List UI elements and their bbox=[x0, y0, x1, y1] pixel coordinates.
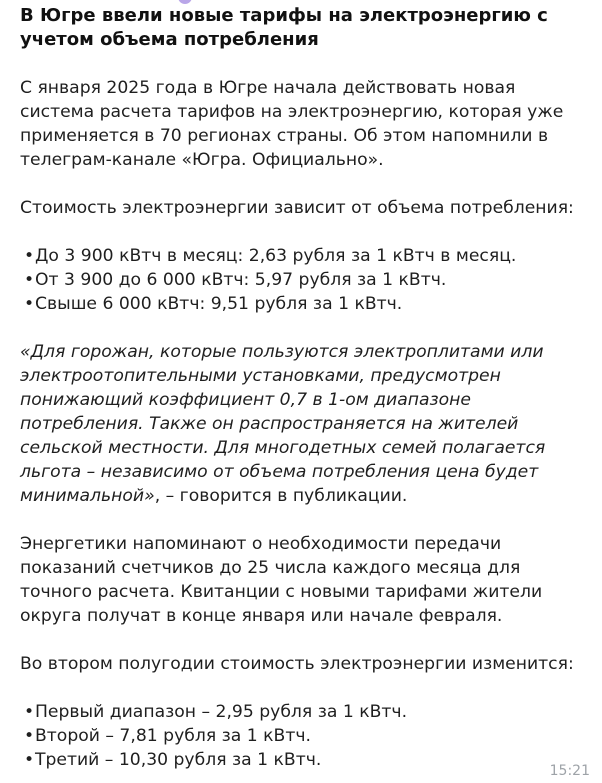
spacer bbox=[20, 172, 584, 196]
quote-paragraph bbox=[20, 340, 584, 508]
spacer bbox=[20, 316, 584, 340]
spacer bbox=[20, 508, 584, 532]
spacer bbox=[20, 220, 584, 244]
list-item: •Первый диапазон – 2,95 рубля за 1 кВтч. bbox=[24, 702, 408, 722]
intro-paragraph: С января 2025 года в Югре начала действовать новая система расчета тарифов на электроэнергию, которая уже применяется в 70 регионах страны. Об этом напомнили в телеграм-канале «Югра. Официально». bbox=[20, 78, 569, 170]
list-item: •Второй – 7,81 рубля за 1 кВтч. bbox=[24, 726, 311, 746]
bullet-icon: • bbox=[24, 750, 35, 770]
cost-lead-text: Стоимость электроэнергии зависит от объема потребления: bbox=[20, 198, 574, 218]
bullet-icon: • bbox=[24, 270, 35, 290]
bullet-icon: • bbox=[24, 726, 35, 746]
quote-text: «Для горожан, которые пользуются электроплитами или электроотопительными установками, предусмотрен понижающий коэффициент 0,7 в 1-ом диапазоне потребления. Также он распространяется на жителей сельской местности. Для многодетных семей полагается льгота – независимо от объема потребления цена будет минимальной» bbox=[20, 342, 551, 506]
meters-paragraph: Энергетики напоминают о необходимости передачи показаний счетчиков до 25 числа каждого месяца для точного расчета. Квитанции с новыми тарифами жители округа получат в конце января или начале февраля. bbox=[20, 534, 548, 626]
spacer bbox=[20, 628, 584, 652]
bullet-icon: • bbox=[24, 246, 35, 266]
bullet-icon: • bbox=[24, 294, 35, 314]
message-timestamp: 15:21 bbox=[549, 763, 590, 779]
bullet-icon: • bbox=[24, 702, 35, 722]
list-item: •Третий – 10,30 рубля за 1 кВтч. bbox=[24, 750, 322, 770]
list-item: •Свыше 6 000 кВтч: 9,51 рубля за 1 кВтч. bbox=[24, 294, 403, 314]
list-item: •От 3 900 до 6 000 кВтч: 5,97 рубля за 1 кВтч. bbox=[24, 270, 447, 290]
message-title: В Югре ввели новые тарифы на электроэнергию с учетом объема потребления bbox=[20, 5, 548, 50]
spacer bbox=[20, 52, 584, 76]
second-half-lead-text: Во втором полугодии стоимость электроэнергии изменится: bbox=[20, 654, 574, 674]
tariff-list bbox=[20, 244, 584, 316]
second-half-list bbox=[20, 700, 584, 772]
list-item: •До 3 900 кВтч в месяц: 2,63 рубля за 1 кВтч в месяц. bbox=[24, 246, 517, 266]
spacer bbox=[20, 676, 584, 700]
quote-attribution: , – говорится в публикации. bbox=[154, 486, 408, 506]
